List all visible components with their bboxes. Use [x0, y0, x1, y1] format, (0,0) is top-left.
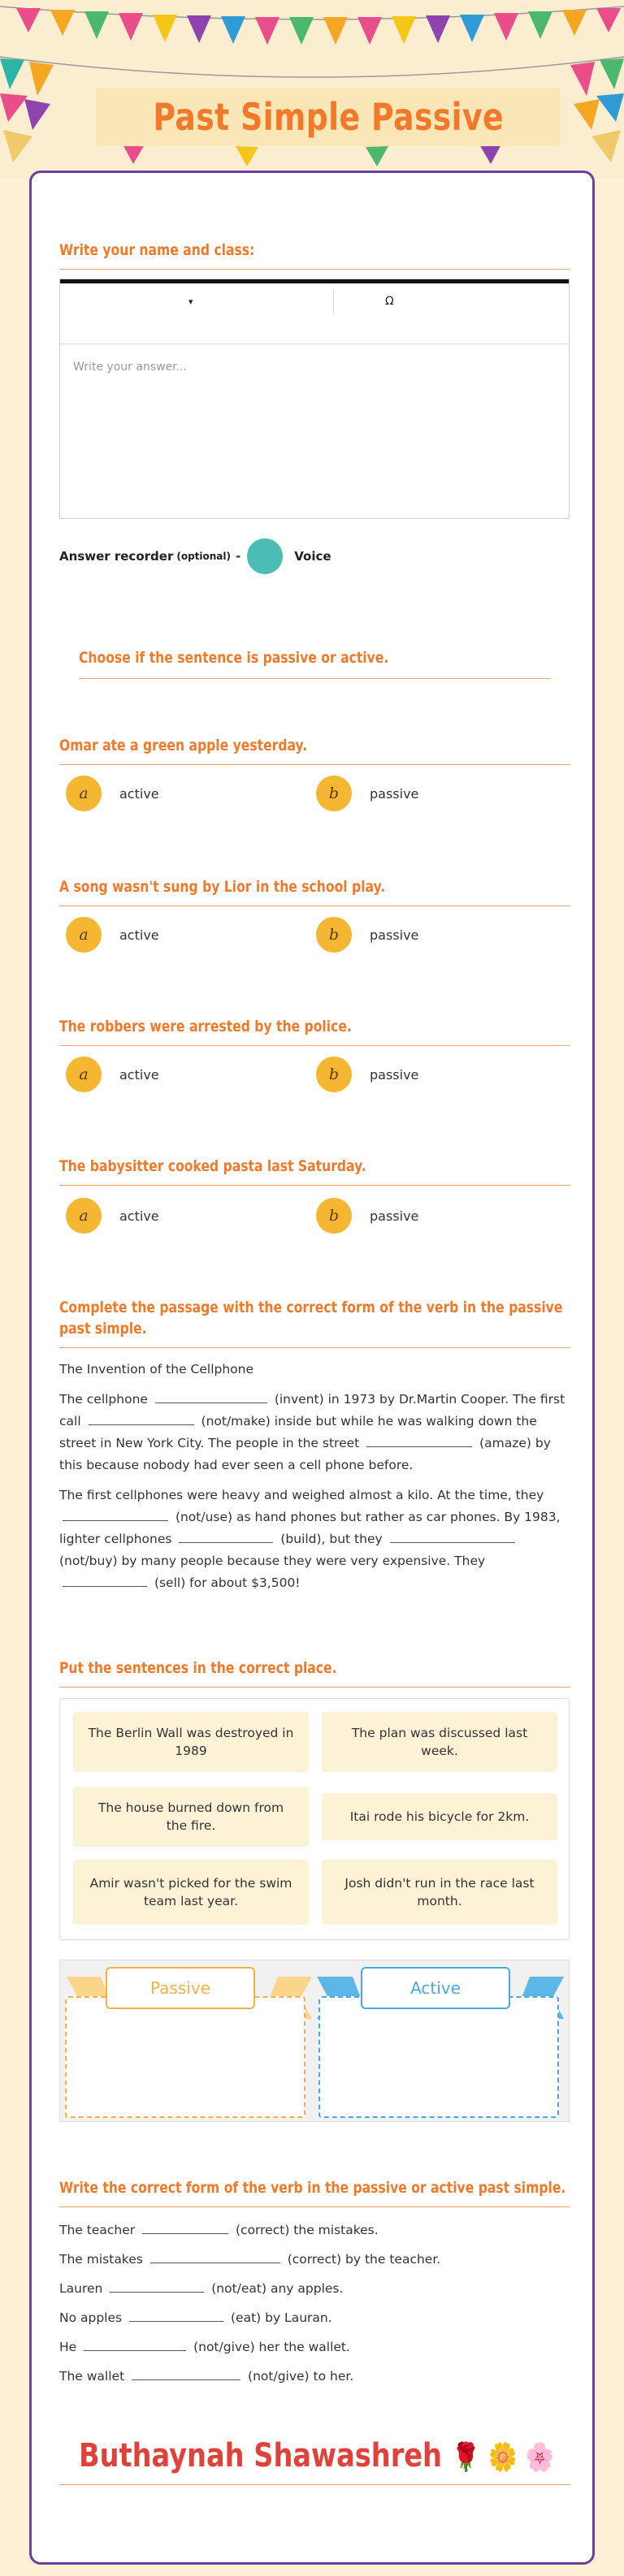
option-letter-b: b	[316, 1198, 352, 1234]
special-character-button[interactable]: Ω	[385, 295, 394, 308]
header	[0, 0, 624, 179]
passive-label: Passive	[106, 1967, 255, 2009]
divider	[59, 905, 570, 906]
sentence-text: Lauren	[59, 2281, 103, 2296]
divider	[79, 678, 550, 679]
passage	[59, 1359, 571, 1602]
passage-text: (not/buy) by many people because they were very expensive. They	[59, 1554, 486, 1568]
option-a[interactable]	[66, 776, 159, 811]
divider	[59, 2484, 570, 2485]
passage-heading: Complete the passage with the correct form of the verb in the passive past simple.	[59, 1299, 563, 1338]
name-answer-editor[interactable]	[59, 279, 570, 519]
drop-area	[59, 1960, 570, 2122]
option-letter-a: a	[66, 776, 102, 811]
option-label: passive	[370, 927, 419, 943]
passage-text: (build), but they	[280, 1532, 383, 1546]
sort-card[interactable]: The plan was discussed last week.	[322, 1712, 557, 1772]
option-letter-a: a	[66, 1198, 102, 1234]
passage-text: (not/make) inside but while he was walking down the street in New York City. The people in the street	[59, 1414, 537, 1450]
sentence-text: He	[59, 2340, 77, 2354]
option-a[interactable]	[66, 917, 159, 953]
option-a[interactable]	[66, 1057, 159, 1092]
name-heading: Write your name and class:	[59, 241, 255, 259]
option-letter-b: b	[316, 917, 352, 953]
signature	[79, 2437, 554, 2474]
blank-input[interactable]	[142, 2219, 228, 2234]
passive-drop-zone[interactable]	[65, 1996, 306, 2118]
passage-text: (invent) in 1973 by Dr.Martin Cooper. The first call	[59, 1392, 566, 1428]
option-label: active	[119, 1066, 159, 1083]
blank-input[interactable]	[89, 1411, 194, 1425]
page-title: Past Simple Passive	[153, 95, 504, 139]
option-label: passive	[370, 785, 419, 802]
worksheet-card	[29, 171, 595, 2565]
blank-input[interactable]	[150, 2249, 280, 2263]
passage-text: (amaze) by this because nobody had ever seen a cell phone before.	[59, 1436, 551, 1472]
passage-text: The first cellphones were heavy and weighed almost a kilo. At the time, they	[59, 1488, 544, 1502]
passage-text: (sell) for about $3,500!	[154, 1575, 301, 1590]
option-b[interactable]	[316, 1198, 418, 1234]
question-sentence: The robbers were arrested by the police.	[59, 1018, 352, 1035]
divider	[59, 1185, 570, 1186]
option-label: active	[119, 1208, 159, 1224]
sentence-text: The wallet	[59, 2369, 125, 2384]
option-label: passive	[370, 1208, 419, 1224]
editor-toolbar	[60, 279, 569, 344]
answer-textarea[interactable]: Write your answer...	[73, 361, 187, 374]
blank-input[interactable]	[132, 2366, 240, 2380]
sentence-text: (not/give) to her.	[248, 2369, 354, 2384]
choose-heading: Choose if the sentence is passive or active.	[79, 649, 389, 667]
blank-input[interactable]	[155, 1389, 267, 1403]
blank-input[interactable]	[63, 1572, 147, 1587]
blank-input[interactable]	[129, 2307, 223, 2322]
sentence-text: The teacher	[59, 2223, 136, 2237]
passage-paragraph-1	[59, 1389, 571, 1476]
final-heading: Write the correct form of the verb in the passive or active past simple.	[59, 2179, 566, 2197]
question-sentence: The babysitter cooked pasta last Saturday.	[59, 1157, 366, 1175]
sort-card[interactable]: The Berlin Wall was destroyed in 1989	[73, 1712, 309, 1772]
answer-recorder	[59, 540, 332, 573]
sentence-row	[59, 2336, 350, 2354]
blank-input[interactable]	[110, 2278, 204, 2293]
sort-heading: Put the sentences in the correct place.	[59, 1659, 337, 1677]
option-letter-b: b	[316, 1057, 352, 1092]
sentence-row	[59, 2366, 353, 2384]
sort-card[interactable]: Itai rode his bicycle for 2km.	[322, 1793, 557, 1840]
flower-icons: 🌹 🌼 🌸	[451, 2441, 555, 2474]
record-button[interactable]	[247, 538, 283, 574]
option-label: active	[119, 927, 159, 943]
sort-items-box	[59, 1698, 570, 1940]
recorder-dash: -	[236, 549, 241, 564]
sentence-text: (correct) the mistakes.	[236, 2223, 379, 2237]
blank-input[interactable]	[63, 1506, 168, 1521]
option-a[interactable]	[66, 1198, 159, 1234]
sentence-text: (not/give) her the wallet.	[193, 2340, 350, 2354]
divider	[59, 1687, 570, 1688]
sentence-row	[59, 2249, 440, 2267]
active-label: Active	[361, 1967, 510, 2009]
option-b[interactable]	[316, 776, 418, 811]
active-drop-zone[interactable]	[318, 1996, 559, 2118]
passage-title: The Invention of the Cellphone	[59, 1362, 254, 1377]
blank-input[interactable]	[84, 2336, 186, 2351]
option-label: active	[119, 785, 159, 802]
option-letter-b: b	[316, 776, 352, 811]
sentence-row	[59, 2219, 379, 2237]
option-letter-a: a	[66, 917, 102, 953]
question-sentence: Omar ate a green apple yesterday.	[59, 737, 308, 754]
sentence-text: No apples	[59, 2310, 123, 2325]
divider	[59, 1347, 570, 1348]
sort-card[interactable]: Amir wasn't picked for the swim team last year.	[73, 1860, 309, 1925]
sentence-text: (eat) by Lauran.	[230, 2310, 332, 2325]
sort-card[interactable]: The house burned down from the fire.	[73, 1787, 309, 1847]
option-b[interactable]	[316, 917, 418, 953]
sentence-text: (correct) by the teacher.	[287, 2252, 441, 2267]
blank-input[interactable]	[179, 1528, 273, 1543]
question-sentence: A song wasn't sung by Lior in the school play.	[59, 878, 386, 896]
divider	[59, 2206, 570, 2207]
sentence-text: The mistakes	[59, 2252, 143, 2267]
toolbar-separator	[333, 290, 334, 314]
sentence-text: (not/eat) any apples.	[211, 2281, 344, 2296]
passage-text: (not/use) as hand phones but rather as car phones. By 1983, lighter cellphones	[59, 1510, 561, 1546]
sentence-row	[59, 2307, 332, 2325]
passage-text: The cellphone	[59, 1392, 148, 1407]
signature-name: Buthaynah Shawashreh	[79, 2437, 442, 2474]
passage-paragraph-2	[59, 1485, 571, 1594]
sort-card[interactable]: Josh didn't run in the race last month.	[322, 1860, 557, 1925]
option-label: passive	[370, 1066, 419, 1083]
recorder-voice-label: Voice	[294, 549, 332, 564]
sentence-row	[59, 2278, 343, 2296]
recorder-label: Answer recorder	[59, 549, 174, 564]
format-dropdown[interactable]: ▾	[188, 296, 193, 307]
title-banner	[96, 88, 561, 146]
divider	[59, 269, 570, 270]
option-letter-a: a	[66, 1057, 102, 1092]
option-b[interactable]	[316, 1057, 418, 1092]
blank-input[interactable]	[366, 1433, 472, 1447]
divider	[59, 764, 570, 765]
blank-input[interactable]	[390, 1528, 515, 1543]
recorder-optional: (optional)	[176, 551, 231, 562]
divider	[59, 1045, 570, 1046]
